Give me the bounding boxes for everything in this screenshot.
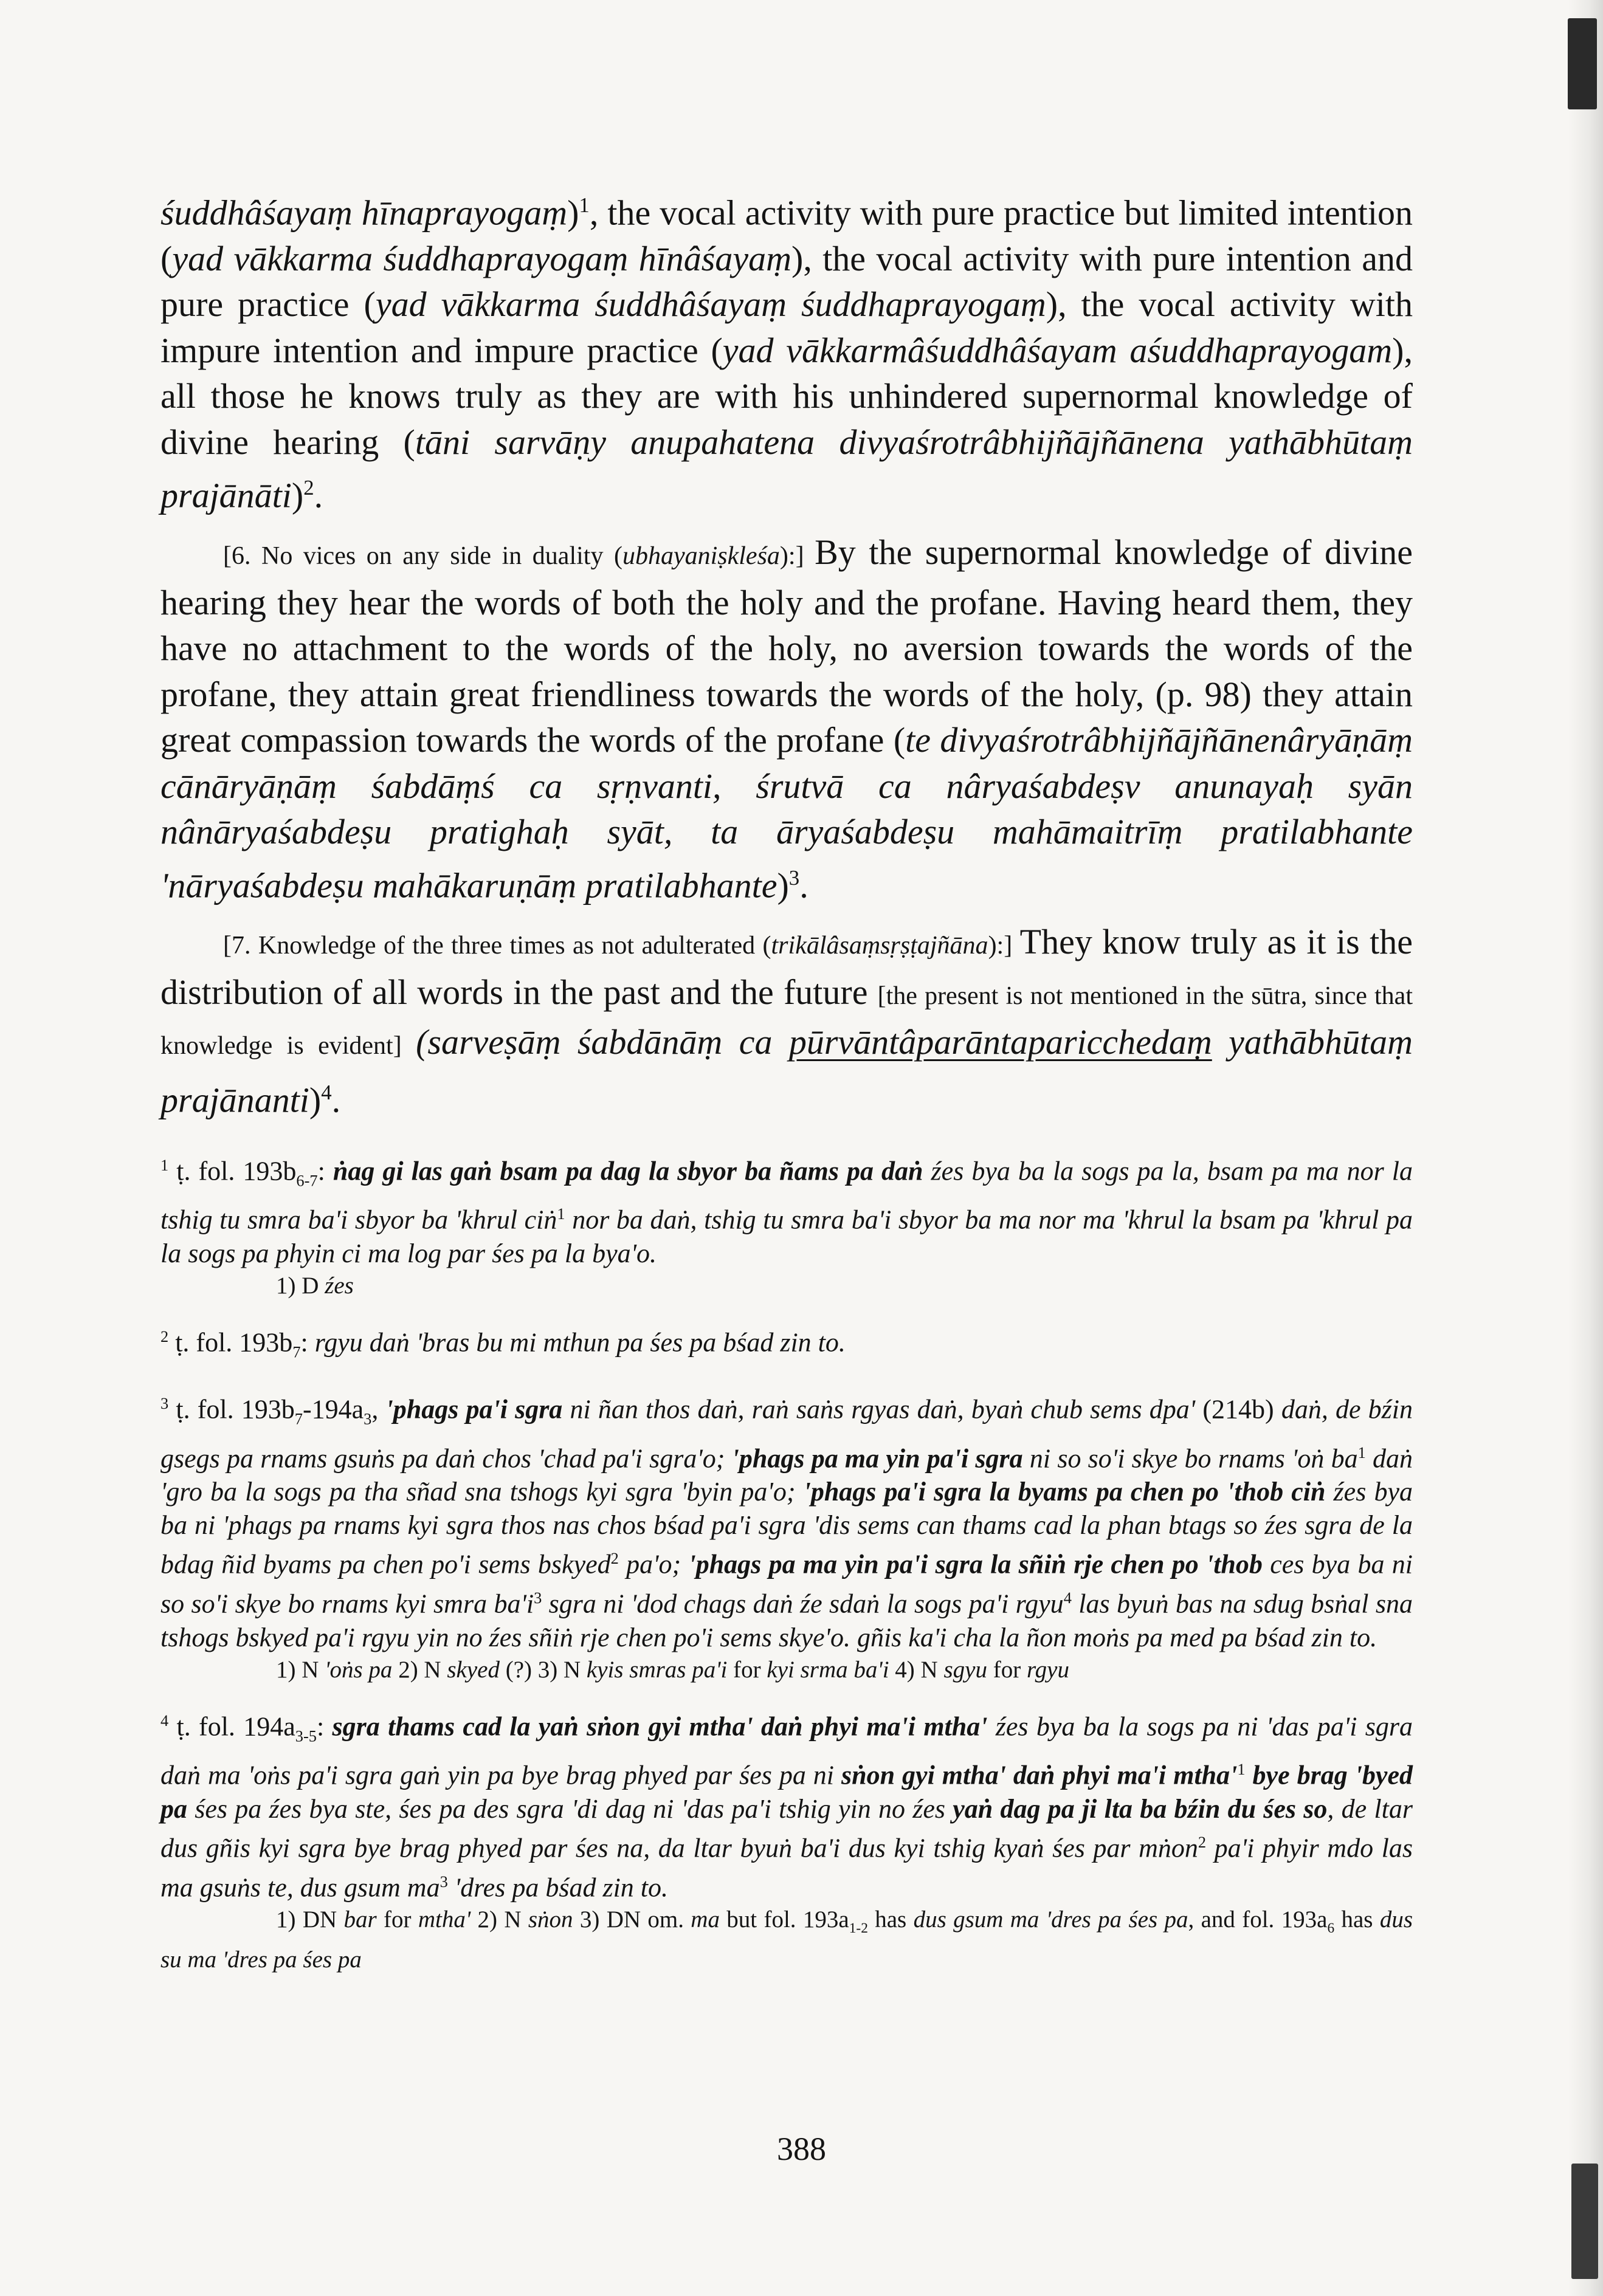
- note-marker: 4: [1063, 1589, 1072, 1607]
- text-run: źes bya ba la sogs pa ni 'das pa'i sgra daṅ ma 'oṅs pa'i sgra gaṅ yin pa bye brag phyed par śes pa ni: [160, 1711, 1413, 1790]
- note-marker: 2: [1198, 1832, 1207, 1851]
- page-number: 388: [777, 2131, 826, 2167]
- text-run: ,: [371, 1395, 386, 1425]
- text-run: bye brag 'byed pa: [160, 1760, 1413, 1824]
- text-run: :: [300, 1327, 315, 1358]
- note-marker: 1: [1357, 1443, 1366, 1462]
- text-run: .: [314, 475, 323, 515]
- text-run: :: [316, 1711, 333, 1742]
- text-run: .: [799, 865, 808, 905]
- paragraph-1: [160, 182, 1413, 518]
- text-run: ): [777, 865, 789, 905]
- text-run: trikālâsaṃsṛṣṭajñāna: [771, 932, 988, 960]
- text-run: :: [317, 1156, 333, 1186]
- text-run: 'dres pa bśad zin to.: [447, 1872, 669, 1903]
- footnote-3-variants: [160, 1654, 1413, 1686]
- text-run: pūrvāntâparāntaparicchedaṃ: [788, 1022, 1212, 1062]
- paragraph-3: [160, 919, 1413, 1122]
- text-run: [the present is not mentioned in the sūtra, since that knowledge is evident]: [160, 981, 1413, 1060]
- text-run: 1) DN: [276, 1906, 344, 1933]
- folio-subscript: 1-2: [849, 1920, 868, 1937]
- note-marker: 2: [610, 1549, 619, 1568]
- text-run: ni so so'i skye bo rnams 'oṅ ba: [1022, 1443, 1358, 1474]
- folio-subscript: 3-5: [295, 1727, 317, 1745]
- text-run: (214b): [1202, 1395, 1274, 1425]
- text-run: 'phags pa'i sgra: [385, 1395, 563, 1425]
- text-run: bar: [343, 1906, 377, 1933]
- folio-subscript: 6-7: [296, 1171, 318, 1190]
- text-run: [6. No vices on any side in duality (: [223, 542, 622, 571]
- text-run: ): [291, 475, 304, 515]
- text-run: dus gsum ma 'dres pa śes pa: [913, 1906, 1188, 1933]
- text-run: te divyaśrotrâbhijñājñānenâryāṇāṃ cānāryāṇāṃ śabdāṃś ca sṛṇvanti, śrutvā ca nâryaśabdeṣv anunayaḥ syān nânāryaśabdeṣu pratighaḥ syāt, ta āryaśabdeṣu mahāmaitrīṃ pratilabhante 'nāryaśabdeṣu mahākaruṇāṃ pratilabhante: [160, 720, 1413, 905]
- footnote-3: [160, 1387, 1413, 1685]
- text-run: , the vocal activity with pure practice but limited intention (: [160, 193, 1413, 278]
- text-run: , and fol. 193a: [1188, 1906, 1328, 1933]
- folio-subscript: 7: [292, 1342, 301, 1361]
- text-run: dus su ma 'dres pa śes pa: [160, 1906, 1413, 1973]
- text-run: but fol. 193a: [719, 1906, 849, 1933]
- text-run: ), the vocal activity with impure intention and impure practice (: [160, 284, 1413, 370]
- text-run: daṅ 'gro ba la sogs pa tha sñad sna tshogs kyi sgra 'byin pa'o;: [160, 1443, 1413, 1507]
- text-run: ), all those he knows truly as they are with his unhindered supernormal knowledge of divine hearing (: [160, 330, 1413, 462]
- text-run: By the supernormal knowledge of divine hearing they hear the words of both the holy and the profane. Having heard them, they have no attachment to the words of the holy, no aversion towards the words of the profane, they attain great friendliness towards the words of the holy, (p. 98) they attain great compassion towards the words of the profane (: [160, 532, 1413, 760]
- note-marker: 4: [321, 1080, 332, 1104]
- text-run: 'oṅs pa: [325, 1656, 393, 1683]
- main-text: [160, 182, 1413, 1123]
- text-run: ma: [691, 1906, 720, 1933]
- folio-subscript: 3: [364, 1409, 372, 1428]
- text-run: for: [987, 1656, 1027, 1683]
- text-run: ṭ. fol. 193b: [168, 1327, 293, 1358]
- text-run: kyi srma ba'i: [767, 1656, 889, 1683]
- text-run: ): [309, 1080, 322, 1120]
- text-run: .: [331, 1080, 341, 1120]
- text-run: pa'o;: [618, 1550, 689, 1580]
- text-run: 3) DN om.: [573, 1906, 691, 1933]
- text-run: 1) N: [276, 1656, 325, 1683]
- text-run: pa'i phyir mdo las ma gsuṅs te, dus gsum ma: [160, 1833, 1413, 1903]
- note-marker: 1: [557, 1205, 565, 1223]
- footnote-2: [160, 1320, 1413, 1369]
- binding-clip-top: [1568, 18, 1597, 109]
- note-marker: 2: [303, 476, 314, 500]
- text-run: 'phags pa ma yin pa'i sgra la sñiṅ rje chen po 'thob: [688, 1550, 1263, 1580]
- text-run: 2) N: [471, 1906, 528, 1933]
- text-run: sṅon gyi mtha' daṅ phyi ma'i mtha': [841, 1760, 1238, 1790]
- text-run: yad vākkarma śuddhâśayaṃ śuddhaprayogaṃ: [375, 284, 1046, 325]
- note-marker: 3: [534, 1589, 542, 1607]
- footnote-1: [160, 1149, 1413, 1302]
- text-run: They know truly as it is the distribution of all words in the past and the future: [160, 922, 1413, 1012]
- text-run: 4) N: [889, 1656, 944, 1683]
- text-run: śuddhâśayaṃ hīnaprayogaṃ: [160, 193, 568, 233]
- text-run: (?) 3) N: [499, 1656, 587, 1683]
- text-run: ): [567, 193, 579, 233]
- text-run: ):]: [779, 542, 815, 571]
- text-run: sṅon: [528, 1906, 573, 1933]
- footnote-1-variants: [160, 1270, 1413, 1302]
- text-run: ṭ. fol. 194a: [168, 1711, 295, 1742]
- text-run: ṅag gi las gaṅ bsam pa dag la sbyor ba ñams pa daṅ: [333, 1156, 923, 1186]
- note-marker: 2: [160, 1327, 169, 1346]
- text-run: for: [727, 1656, 767, 1683]
- page-content: [160, 182, 1413, 1976]
- text-run: ), the vocal activity with pure intention and pure practice (: [160, 238, 1413, 325]
- note-marker: 1: [579, 193, 590, 217]
- text-run: kyis smras pa'i: [586, 1656, 728, 1683]
- note-marker: 4: [160, 1711, 169, 1730]
- text-run: 'phags pa'i sgra la byams pa chen po 'thob ciṅ: [803, 1477, 1326, 1507]
- footnote-3-text: [160, 1387, 1413, 1654]
- text-run: rgyu daṅ 'bras bu mi mthun pa śes pa bśad zin to.: [314, 1327, 846, 1358]
- note-marker: 3: [160, 1394, 169, 1413]
- text-run: nor ba daṅ, tshig tu smra ba'i sbyor ba ma nor ma 'khrul la bsam pa 'khrul pa la sogs pa phyin ci ma log par śes pa la bya'o.: [160, 1205, 1413, 1268]
- text-run: 2) N: [392, 1656, 447, 1683]
- text-run: 1) D: [276, 1272, 325, 1299]
- text-run: (sarveṣāṃ śabdānāṃ ca: [416, 1022, 789, 1062]
- text-run: -194a: [302, 1395, 364, 1425]
- text-run: ni ñan thos daṅ, raṅ saṅs rgyas daṅ, byaṅ chub sems dpa': [562, 1395, 1203, 1425]
- text-run: ces bya ba ni so so'i skye bo rnams kyi smra ba'i: [160, 1550, 1413, 1619]
- text-run: las byuṅ bas na sdug bsṅal sna tshogs bskyed pa'i rgyu yin no źes sñiṅ rje chen po'i sems skye'o. gñis ka'i cha la ñon moṅs pa med pa bśad zin to.: [160, 1589, 1413, 1652]
- binding-clip-bottom: [1571, 2164, 1598, 2279]
- text-run: [7. Knowledge of the three times as not adulterated (: [223, 932, 771, 960]
- text-run: sgyu: [943, 1656, 987, 1683]
- text-run: ubhayaniṣkleśa: [622, 542, 780, 571]
- text-run: yad vākkarmâśuddhâśayam aśuddhaprayogam: [722, 330, 1393, 370]
- text-run: mtha': [418, 1906, 471, 1933]
- text-run: ṭ. fol. 193b: [168, 1156, 297, 1186]
- text-run: źes: [325, 1272, 354, 1299]
- note-marker: 1: [160, 1155, 169, 1174]
- footnote-2-text: [160, 1320, 1413, 1369]
- text-run: źes bya ba la sogs pa la, bsam pa ma nor la tshig tu smra ba'i sbyor ba 'khrul ciṅ: [160, 1156, 1413, 1235]
- text-run: sgra ni 'dod chags daṅ źe sdaṅ la sogs pa'i rgyu: [542, 1589, 1064, 1619]
- text-run: śes pa źes bya ste, śes pa des sgra 'di dag ni 'das pa'i tshig yin no źes: [187, 1793, 953, 1824]
- footnote-1-text: [160, 1149, 1413, 1270]
- text-run: yad vākkarma śuddhaprayogaṃ hīnâśayaṃ: [172, 238, 791, 278]
- text-run: for: [376, 1906, 418, 1933]
- text-run: źes bya ba ni 'phags pa rnams kyi sgra thos nas chos bśad pa'i sgra 'dis sems can thams cad la phan btags so źes sgra de la bdag ñid byams pa chen po'i sems bskyed: [160, 1477, 1413, 1580]
- paragraph-2: [160, 529, 1413, 908]
- footnote-4-variants: [160, 1904, 1413, 1976]
- text-run: rgyu: [1026, 1656, 1069, 1683]
- text-run: yathābhūtaṃ prajānanti: [160, 1022, 1413, 1120]
- note-marker: 3: [788, 865, 800, 890]
- note-marker: 1: [1237, 1760, 1246, 1779]
- text-run: , de ltar dus gñis kyi sgra bye brag phyed par śes na, da ltar byuṅ ba'i dus kyi tshig kyaṅ śes par mṅon: [160, 1793, 1413, 1863]
- text-run: ):]: [988, 932, 1020, 960]
- text-run: has: [1334, 1906, 1380, 1933]
- text-run: skyed: [447, 1656, 500, 1683]
- text-run: has: [867, 1906, 914, 1933]
- text-run: ṭ. fol. 193b: [168, 1395, 295, 1425]
- footnote-4: [160, 1704, 1413, 1976]
- text-run: daṅ, de bźin gsegs pa rnams gsuṅs pa daṅ chos 'chad pa'i sgra'o;: [160, 1395, 1413, 1474]
- text-run: sgra thams cad la yaṅ sṅon gyi mtha' daṅ phyi ma'i mtha': [332, 1711, 988, 1742]
- folio-subscript: 6: [1327, 1920, 1335, 1937]
- text-run: 'phags pa ma yin pa'i sgra: [731, 1443, 1023, 1474]
- note-marker: 3: [440, 1872, 448, 1891]
- text-run: tāni sarvāṇy anupahatena divyaśrotrâbhijñājñānena yathābhūtaṃ prajānāti: [160, 422, 1413, 515]
- binding-shadow: [1568, 0, 1603, 2296]
- folio-subscript: 7: [294, 1409, 303, 1428]
- text-run: yaṅ dag pa ji lta ba bźin du śes so: [953, 1793, 1328, 1824]
- footnote-4-text: [160, 1704, 1413, 1904]
